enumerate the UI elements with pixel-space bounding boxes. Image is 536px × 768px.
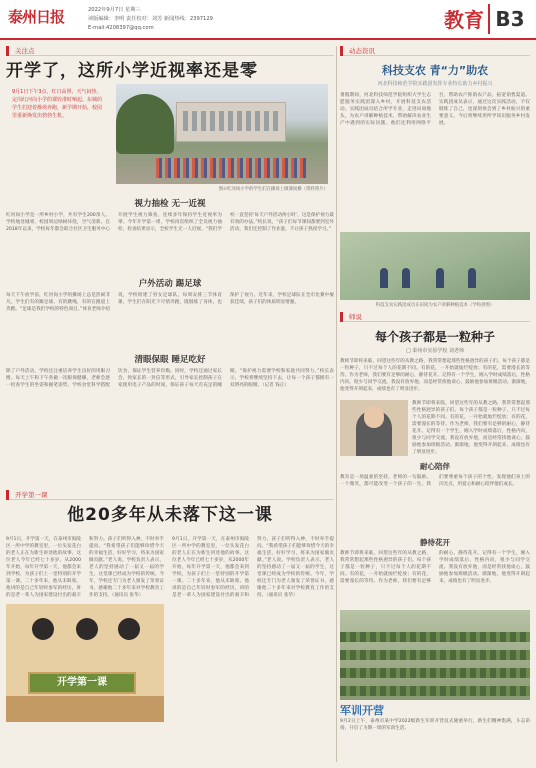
article1-lead: 9月1日下午3点，红日高照，天气闷热，定岗红河岗小学的课铃准时响起。东城的学生们迎着操场奔跑，新学期开始，校园里重新焕发出勃勃生机。: [12, 89, 103, 119]
article1-tag: 关注点: [6, 46, 334, 56]
article4-lower: [340, 458, 530, 616]
article1-body3: 除了户外活动，学校还注重培养学生良好的用眼习惯。每天上午和下午各做一次眼保健操，老师会逐一检查学生的坐姿和握笔姿势。学校食堂科学搭配饮食，保证学生营养均衡。同时，学校还通过家长会、致家长的一封信等形式，引导家长控制孩子在家使用电子产品的时间，保证孩子每天有充足的睡眠。“保护视力需要学校和家庭共同努力。”校长表示，学校将继续坚持下去，让每一个孩子都拥有一双明亮的眼睛。（记者 钱正）: [6, 369, 334, 388]
article4-body-right: 教师节即将来临，回望这些年的从教之路，我常常想起那些性格迥异的孩子们。每个孩子都是一粒种子，只不过每个人的花期不同。有的花，一开始就灿烂绽放；有的花，需要漫长的等待。作为老师，我们要有足够的耐心，静待花开。记得有一个学生，刚入学时成绩落后，性格内向，很少与同学交流。我没有放弃他，而是经常找他谈心，鼓励他参加班级活动。渐渐地，他变得开朗起来，成绩也有了明显进步。: [412, 401, 530, 455]
farm-photo: [340, 232, 530, 300]
article1-sub1: 视力抽检 无一近视: [134, 199, 206, 209]
article2: [6, 490, 334, 526]
troop-row: [340, 686, 530, 696]
article2-body-a: 9月1日，开学第一天，在泰州市海陵区一所中学的教室里，一位头发花白的老人正在为新生讲述他的故事。这位老人今年已经七十多岁，从2000年开始，每年开学第一天，他都会来到学校，为孩子们上一堂特别的开学第一课。二十多年来，他从未缺席。他讲的是自己年轻时参军的经历，讲的是老一辈人为国家建设付出的艰辛和努力。孩子们听得入神，不时举手提问。“我希望孩子们能够珍惜今天的幸福生活，好好学习，将来为国家做贡献。”老人说。学校负责人表示，老人的坚持感动了一届又一届的学生，这堂课已经成为学校的传统。今年，学校还专门为老人颁发了荣誉证书，感谢他二十多年来对学校教育工作的支持。（通讯员 张华）: [6, 537, 164, 598]
article3-tag: 动态资讯: [340, 46, 530, 56]
person-figure: [380, 268, 388, 288]
newspaper-logo: 泰州日报: [8, 8, 65, 26]
school-photo: [116, 84, 328, 184]
masthead-date: 2022年9月7日 星期三: [88, 7, 141, 13]
article1-body1: 红河岗小学是一所乡村小学，共有学生200余人。学校地处城郊，校园周边绿树环绕，空气清新。自2018年以来，学校每年都会联合社区卫生服务中心开展学生视力筛查，连续多年保持学生近视率为零。今年开学第一周，学校再次组织了全员视力抽检，检查结果显示，全校学生无一人近视。“我们学校一直坚持‘每天户外活动两小时’，这是保护视力最有效的办法。”校长说，“孩子们每节课间都要到室外活动，我们还控制了作业量，不让孩子熬夜学习。”: [6, 213, 334, 232]
article4-sub2: 静待花开: [420, 538, 450, 547]
tree: [116, 94, 174, 154]
article2-headline: 他20多年从未落下这一课: [67, 505, 273, 525]
page-number: B3: [488, 4, 530, 34]
masthead-info: [88, 6, 213, 33]
article2-body-b: 9月1日，开学第一天，在泰州市海陵区一所中学的教室里，一位头发花白的老人正在为新生讲述他的故事。这位老人今年已经七十多岁，从2000年开始，每年开学第一天，他都会来到学校，为孩子们上一堂特别的开学第一课。二十多年来，他从未缺席。他讲的是自己年轻时参军的经历，讲的是老一辈人为国家建设付出的艰辛和努力。孩子们听得入神，不时举手提问。“我希望孩子们能够珍惜今天的幸福生活，好好学习，将来为国家做贡献。”老人说。学校负责人表示，老人的坚持感动了一届又一届的学生，这堂课已经成为学校的传统。今年，学校还专门为老人颁发了荣誉证书，感谢他二十多年来对学校教育工作的支持。（通讯员 张华）: [172, 537, 334, 598]
article3-caption-wrap: [340, 302, 530, 308]
person-figure: [468, 268, 476, 288]
person-figure: [402, 268, 410, 288]
article4-body3: 教师节即将来临，回望这些年的从教之路，我常常想起那些性格迥异的孩子们。每个孩子都是一粒种子，只不过每个人的花期不同。有的花，一开始就灿烂绽放；有的花，需要漫长的等待。作为老师，我们要有足够的耐心，静待花开。记得有一个学生，刚入学时成绩落后，性格内向，很少与同学交流。我没有放弃他，而是经常找他谈心，鼓励他参加班级活动。渐渐地，他变得开朗起来，成绩也有了明显进步。: [340, 551, 530, 584]
column-divider: [336, 46, 337, 762]
article1-sub2: 户外活动 踢足球: [138, 279, 202, 289]
article5-headline: 军训开营: [340, 704, 384, 717]
article1-headline: 开学了，这所小学近视率还是零: [6, 61, 258, 81]
article4-body-top: 教师节即将来临，回望这些年的从教之路，我常常想起那些性格迥异的孩子们。每个孩子都是一粒种子，只不过每个人的花期不同。有的花，一开始就灿烂绽放；有的花，需要漫长的等待。作为老师，我们要有足够的耐心，静待花开。记得有一个学生，刚入学时成绩落后，性格内向，很少与同学交流。我没有放弃他，而是经常找他谈心，鼓励他参加班级活动。渐渐地，他变得开朗起来，成绩也有了明显进步。: [340, 359, 530, 392]
article2-body-wrap: [6, 536, 334, 756]
article4-body2: 教育是一场温柔的坚持。老师的一句鼓励、一个微笑，都可能改变一个孩子的一生。我们要尊重每个孩子的个性，发现他们身上的闪光点，用爱心和耐心陪伴他们成长。: [340, 475, 530, 487]
desk: [6, 696, 164, 722]
article1-sub3: 清眼保眼 睡足吃好: [134, 355, 206, 365]
article4-body-wrap: [340, 358, 530, 608]
person-figure: [436, 268, 444, 288]
article1-body2: 每天下午放学前，红河岗小学的操场上总是热闹非凡。学生们有的踢足球，有的跳绳，有的在跑道上奔跑。“足球是我们学校的特色项目。”体育老师介绍说，学校组建了男女足球队，每周安排三节体育课，学生们在阳光下尽情奔跑，既锻炼了身体，也保护了视力。近年来，学校足球队在全市比赛中屡获佳绩，孩子们的体质明显增强。: [6, 293, 334, 312]
school-building: [176, 102, 286, 142]
masthead-email: E-mail:4208397@qq.com: [88, 25, 154, 31]
first-lesson-photo: [6, 604, 164, 722]
article3-photo-caption: 科技支农实践团成员在田间为农户讲解种植技术（学校供图）: [375, 303, 495, 308]
troop-row: [340, 650, 530, 660]
teacher-face: [364, 406, 384, 428]
student-head: [32, 618, 54, 640]
article3-body: 暑假期间，河北科技师范学院组织大学生志愿服务实践团深入乡村，开展科技支农活动。实践团成员结合所学专业，走进田间地头，为农户讲解种植技术，帮助解决农业生产中遇到的实际问题。他们还利用网络平台，帮助农户推销农产品，拓宽销售渠道。实践团成员表示，通过这次实践活动，不仅锻炼了自己，也深刻体会到了乡村振兴的重要意义，今后将继续用所学知识服务乡村发展。: [340, 93, 530, 126]
article3-subtitle: 河北科技师范学院实践团发挥专业特长助力乡村振兴: [377, 81, 493, 87]
article4-headline: 每个孩子都是一粒种子: [374, 330, 495, 344]
article4-byline: □ 泰州市实验学校 刘老师: [406, 348, 464, 354]
student-head: [118, 618, 140, 640]
teacher-photo: [340, 400, 408, 456]
students-group: [156, 158, 306, 178]
article1-photo-caption: 图①红河岗小学的学生们在操场上做课间操（资料照片）: [218, 187, 328, 192]
masthead: [0, 0, 536, 40]
student-head: [76, 618, 98, 640]
article5-body: 9月2日上午，泰州市某中学2022级新生军训开营仪式隆重举行，新生们精神饱满，斗志昂扬，开启了为期一周的军训生活。: [340, 719, 530, 731]
article2-tag: 开学第一课: [6, 490, 334, 500]
article3-headline: 科技支农 青“力”助农: [381, 64, 489, 77]
masthead-editors: 读版编辑：李明 责任校对：刘芳 新闻热线：2397129: [88, 16, 213, 22]
article4: [340, 312, 530, 359]
section-title: 教育: [444, 8, 484, 32]
article4-sub1: 耐心陪伴: [420, 462, 450, 471]
military-training-photo: [340, 610, 530, 700]
article1-caption-wrap: [116, 186, 328, 192]
troop-row: [340, 668, 530, 678]
troop-row: [340, 632, 530, 642]
article1-body: [6, 194, 334, 428]
article4-tag: 师说: [340, 312, 530, 322]
first-lesson-board: 开学第一课: [28, 672, 136, 694]
